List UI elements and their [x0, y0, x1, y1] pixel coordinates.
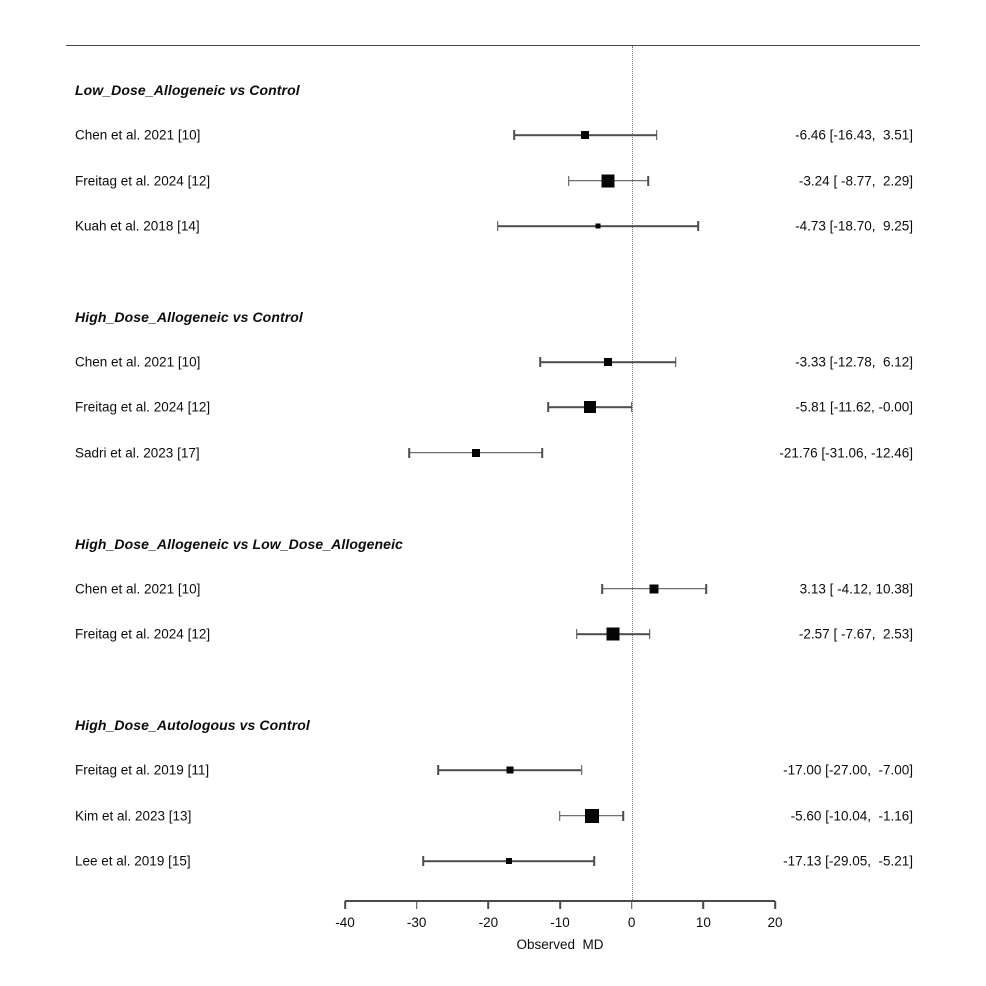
x-tick — [774, 901, 776, 909]
ci-cap-left — [437, 765, 439, 775]
ci-cap-right — [675, 357, 677, 367]
x-tick-label: -10 — [550, 915, 570, 930]
effect-marker — [595, 224, 600, 229]
estimate-text: -17.00 [-27.00, -7.00] — [783, 762, 913, 778]
effect-marker — [472, 449, 480, 457]
study-label: Lee et al. 2019 [15] — [75, 853, 191, 869]
estimate-text: -5.60 [-10.04, -1.16] — [790, 807, 913, 823]
x-tick-label: 0 — [627, 915, 636, 930]
effect-marker — [607, 628, 620, 641]
estimate-text: -5.81 [-11.62, -0.00] — [795, 399, 913, 415]
x-tick-label: -30 — [406, 915, 427, 930]
ci-cap-right — [581, 765, 583, 775]
ci-cap-right — [647, 176, 649, 186]
effect-marker — [604, 358, 612, 366]
ci-cap-right — [697, 221, 699, 231]
estimate-text: -4.73 [-18.70, 9.25] — [795, 218, 913, 234]
study-label: Chen et al. 2021 [10] — [75, 354, 201, 370]
estimate-text: -2.57 [ -7.67, 2.53] — [798, 626, 913, 642]
effect-marker — [506, 858, 512, 864]
x-tick — [344, 901, 346, 909]
study-label: Sadri et al. 2023 [17] — [75, 445, 200, 461]
x-tick-label: -20 — [478, 915, 499, 930]
estimate-text: -6.46 [-16.43, 3.51] — [795, 127, 913, 143]
x-tick-label: 10 — [695, 915, 711, 930]
ci-cap-right — [649, 629, 651, 639]
ci-cap-left — [568, 176, 570, 186]
group-header: High_Dose_Allogeneic vs Control — [75, 308, 303, 325]
ci-cap-right — [594, 856, 596, 866]
x-tick — [703, 901, 705, 909]
estimate-text: -3.33 [-12.78, 6.12] — [795, 354, 913, 370]
ci-cap-right — [705, 584, 707, 594]
ci-cap-left — [513, 130, 515, 140]
effect-marker — [584, 401, 596, 413]
effect-marker — [602, 174, 615, 187]
ci-cap-right — [656, 130, 658, 140]
group-header: Low_Dose_Allogeneic vs Control — [75, 82, 300, 98]
study-label: Freitag et al. 2024 [12] — [75, 172, 211, 188]
effect-marker — [585, 809, 599, 823]
x-tick — [559, 901, 561, 909]
x-tick — [488, 901, 490, 909]
study-label: Kuah et al. 2018 [14] — [75, 218, 200, 234]
x-axis-title: Observed MD — [516, 937, 604, 952]
study-label: Chen et al. 2021 [10] — [75, 581, 201, 597]
ci-cap-left — [497, 221, 499, 231]
effect-marker — [506, 767, 513, 774]
x-tick — [416, 901, 418, 909]
zero-reference-line — [632, 46, 633, 900]
effect-marker — [650, 584, 659, 593]
estimate-text: 3.13 [ -4.12, 10.38] — [799, 581, 913, 597]
ci-cap-left — [601, 584, 603, 594]
estimate-text: -3.24 [ -8.77, 2.29] — [798, 172, 913, 188]
estimate-text: -21.76 [-31.06, -12.46] — [779, 445, 913, 461]
effect-marker — [581, 131, 589, 139]
x-tick-label: -40 — [335, 915, 355, 930]
x-tick-label: 20 — [767, 915, 783, 930]
ci-cap-right — [542, 448, 544, 458]
ci-cap-left — [576, 629, 578, 639]
study-label: Chen et al. 2021 [10] — [75, 127, 201, 143]
group-header: High_Dose_Allogeneic vs Low_Dose_Allogeneic — [75, 535, 403, 552]
ci-cap-left — [423, 856, 425, 866]
ci-cap-right — [623, 811, 625, 821]
top-rule — [66, 45, 920, 46]
study-label: Freitag et al. 2024 [12] — [75, 626, 211, 642]
ci-cap-left — [548, 402, 550, 412]
estimate-text: -17.13 [-29.05, -5.21] — [783, 853, 913, 869]
ci-cap-left — [539, 357, 541, 367]
x-tick — [631, 901, 633, 909]
group-header: High_Dose_Autologous vs Control — [75, 716, 310, 733]
study-label: Freitag et al. 2024 [12] — [75, 399, 211, 415]
study-label: Freitag et al. 2019 [11] — [75, 762, 210, 778]
study-label: Kim et al. 2023 [13] — [75, 807, 192, 823]
ci-cap-left — [559, 811, 561, 821]
ci-cap-right — [631, 402, 633, 412]
ci-cap-left — [408, 448, 410, 458]
